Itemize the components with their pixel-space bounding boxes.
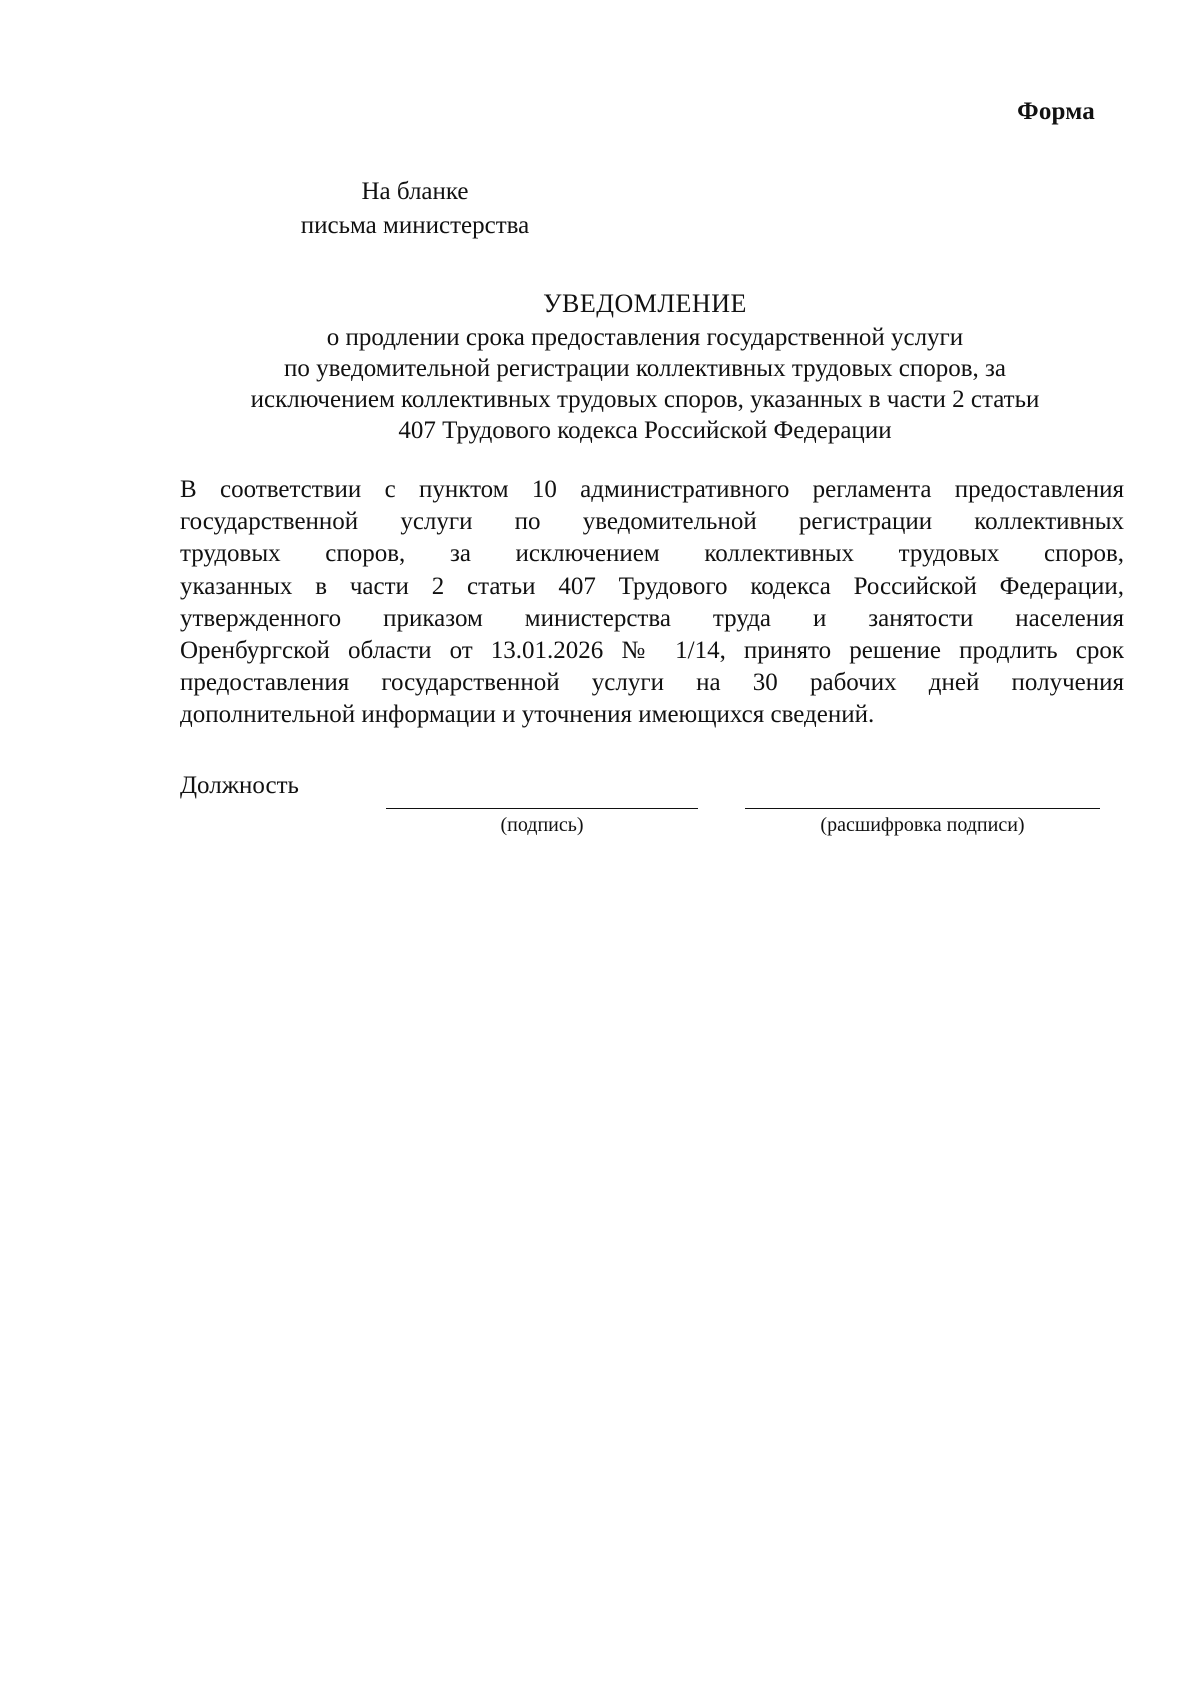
position-label: Должность (180, 772, 299, 799)
signature-line (386, 808, 698, 809)
letterhead-note-line: На бланке (361, 178, 469, 205)
letterhead-note (250, 175, 580, 243)
body-line: трудовых споров, за исключением коллективных трудовых споров, (180, 540, 1124, 568)
body-line: государственной услуги по уведомительной регистрации коллективных (180, 508, 1124, 536)
notice-subtitle-line: о продлении срока предоставления государственной услуги (326, 324, 964, 351)
body-paragraph (180, 474, 1124, 732)
body-line: дополнительной информации и уточнения имеющихся сведений. (180, 701, 875, 729)
notice-subtitle-line: по уведомительной регистрации коллективных трудовых споров, за (283, 355, 1007, 382)
notice-subtitle-line: 407 Трудового кодекса Российской Федерации (398, 417, 892, 444)
signature-decode-caption: (расшифровка подписи) (820, 814, 1025, 836)
signature-block (180, 772, 1124, 842)
body-line: предоставления государственной услуги на 30 рабочих дней получения (180, 669, 1124, 697)
notice-title: УВЕДОМЛЕНИЕ (543, 289, 747, 318)
letterhead-note-line: письма министерства (300, 212, 530, 239)
notice-heading (150, 286, 1140, 446)
signature-caption: (подпись) (500, 814, 584, 836)
notice-subtitle-line: исключением коллективных трудовых споров, указанных в части 2 статьи (250, 386, 1040, 413)
body-line: утвержденного приказом министерства труда и занятости населения (180, 604, 1124, 632)
body-line: указанных в части 2 статьи 407 Трудового кодекса Российской Федерации, (180, 572, 1124, 600)
body-line: Оренбургской области от 13.01.2026 № 1/14, принято решение продлить срок (180, 637, 1124, 665)
form-label: Форма (1017, 98, 1095, 125)
signature-decode-line (745, 808, 1100, 809)
body-line: В соответствии с пунктом 10 административного регламента предоставления (180, 476, 1124, 503)
